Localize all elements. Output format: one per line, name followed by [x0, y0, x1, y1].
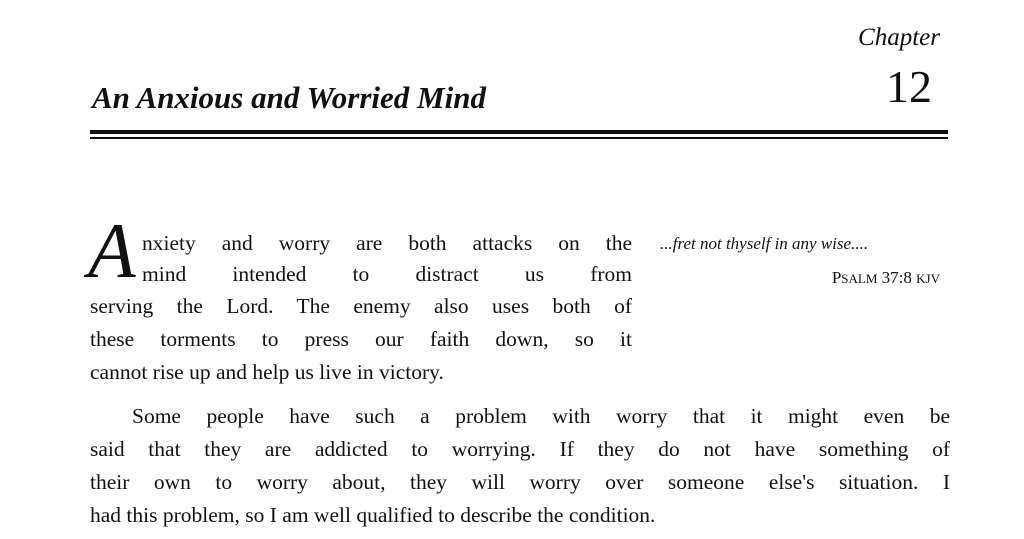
- citation-initial: P: [831, 268, 842, 287]
- paragraph2-line: said that they are addicted to worrying. If they do not have something of: [90, 437, 950, 461]
- paragraph2-line: Some people have such a problem with worry that it might even be: [132, 404, 950, 428]
- chapter-label: Chapter: [858, 24, 940, 51]
- paragraph1-line: these torments to press our faith down, so it: [90, 327, 632, 351]
- chapter-title: An Anxious and Worried Mind: [92, 80, 486, 115]
- citation-version: KJV: [916, 271, 940, 286]
- paragraph1-line: mind intended to distract us from: [142, 262, 632, 286]
- paragraph1-line: nxiety and worry are both attacks on the: [142, 231, 632, 255]
- citation-ref: 37:8: [877, 268, 917, 287]
- paragraph2-line: had this problem, so I am well qualified to describe the condition.: [90, 503, 656, 527]
- paragraph1-line: serving the Lord. The enemy also uses both of: [90, 294, 632, 318]
- epigraph-citation: [832, 268, 940, 288]
- citation-book: SALM: [841, 271, 878, 286]
- paragraph2-line: their own to worry about, they will worry over someone else's situation. I: [90, 470, 950, 494]
- chapter-number: 12: [886, 61, 932, 112]
- title-rule-thick: [90, 130, 948, 134]
- epigraph-quote: ...fret not thyself in any wise....: [660, 234, 869, 253]
- title-rule-thin: [90, 137, 948, 139]
- paragraph1-line: cannot rise up and help us live in victory.: [90, 360, 444, 384]
- drop-cap: A: [88, 207, 136, 294]
